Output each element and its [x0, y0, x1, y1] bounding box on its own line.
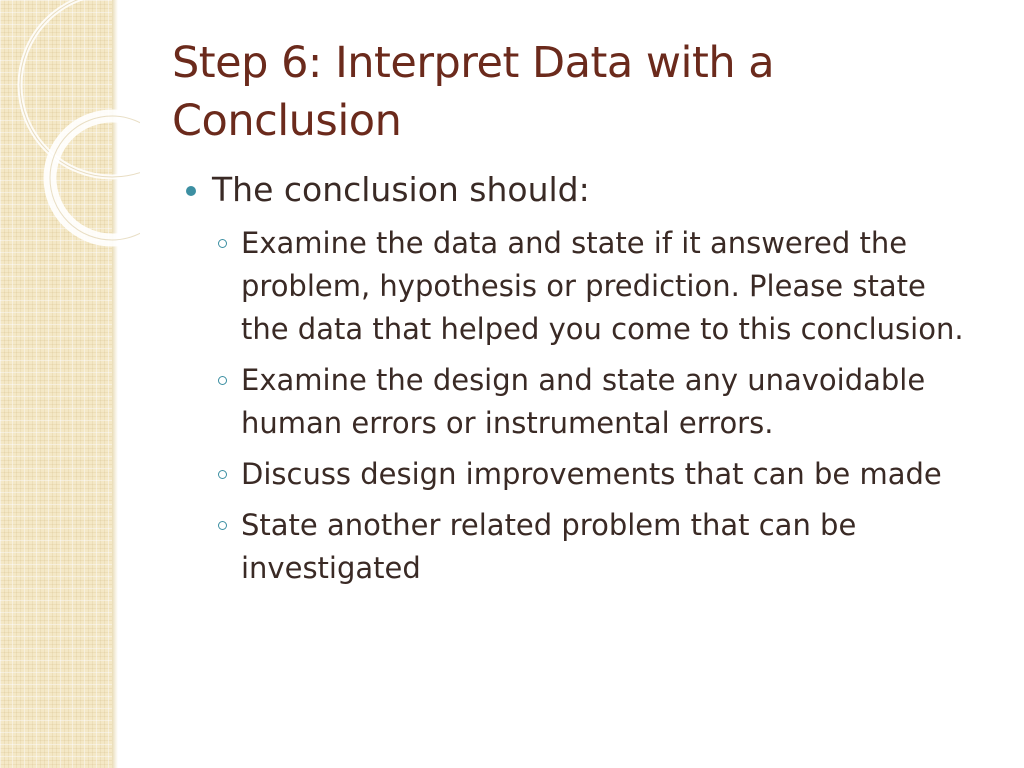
sub-bullet-item	[218, 504, 986, 590]
bullet-item	[186, 168, 986, 212]
slide-title: Step 6: Interpret Data with a Conclusion	[172, 38, 775, 146]
filled-circle-bullet-icon	[186, 186, 196, 196]
sub-bullet-item	[218, 453, 986, 496]
hollow-ring-bullet-icon	[218, 521, 227, 530]
sub-bullet-item	[218, 359, 986, 445]
hollow-ring-bullet-icon	[218, 239, 227, 248]
bullet-text: The conclusion should:	[212, 170, 590, 209]
sub-bullet-item	[218, 222, 986, 351]
sub-bullet-list	[186, 222, 986, 590]
hollow-ring-bullet-icon	[218, 470, 227, 479]
sub-bullet-text: State another related problem that can be investigated	[241, 508, 857, 585]
hollow-ring-bullet-icon	[218, 376, 227, 385]
sub-bullet-text: Examine the design and state any unavoidable human errors or instrumental errors.	[241, 363, 926, 440]
sub-bullet-text: Examine the data and state if it answered the problem, hypothesis or prediction. Please state the data that helped you come to this conclusion.	[241, 226, 964, 346]
sub-bullet-text: Discuss design improvements that can be made	[241, 457, 942, 491]
decorative-rings-icon	[0, 0, 140, 260]
slide-content	[186, 168, 986, 598]
